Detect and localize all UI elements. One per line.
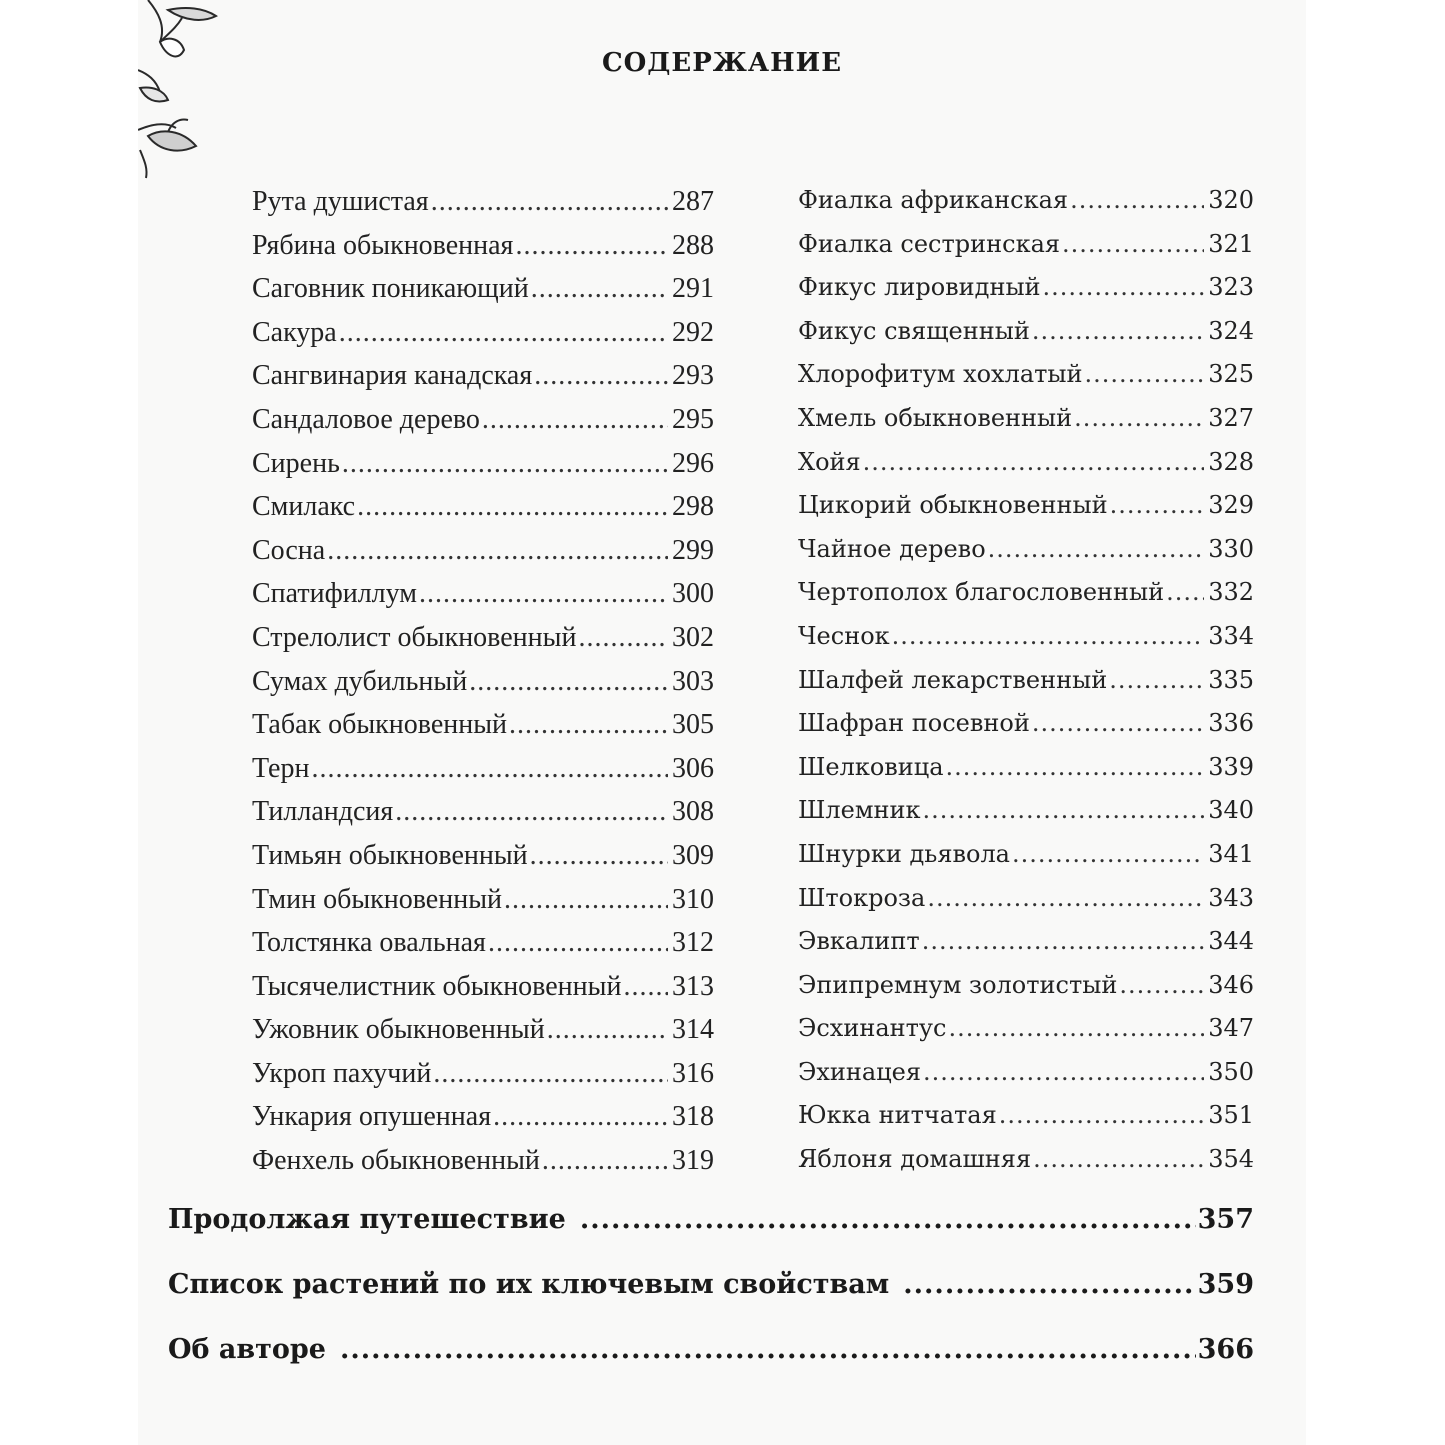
entry-name: Сумах дубильный xyxy=(252,665,468,697)
entry-name: Тысячелистник обыкновенный xyxy=(252,970,622,1002)
toc-left-column xyxy=(252,186,714,1189)
entry-name: Толстянка овальная xyxy=(252,927,486,959)
entry-page: 314 xyxy=(672,1014,714,1046)
entry-page: 339 xyxy=(1208,752,1254,781)
toc-entry[interactable] xyxy=(252,1145,714,1189)
dot-leader xyxy=(623,971,668,1003)
dot-leader xyxy=(580,1204,1196,1235)
toc-entry[interactable] xyxy=(252,404,714,448)
entry-page: 295 xyxy=(672,403,714,435)
entry-page: 310 xyxy=(672,883,714,915)
dot-leader xyxy=(1062,230,1204,258)
dot-leader xyxy=(1166,578,1204,606)
entry-page: 300 xyxy=(672,578,714,610)
toc-entry[interactable] xyxy=(798,622,1254,666)
entry-page: 335 xyxy=(1208,665,1254,694)
dot-leader xyxy=(1043,273,1205,301)
dot-leader xyxy=(578,622,668,654)
entry-name: Рябина обыкновенная xyxy=(252,229,514,261)
page-margin-edge xyxy=(1306,0,1445,1445)
entry-page: 319 xyxy=(672,1145,714,1177)
dot-leader xyxy=(923,1058,1204,1086)
entry-name: Шафран посевной xyxy=(798,709,1030,738)
dot-leader xyxy=(1032,709,1204,737)
book-page xyxy=(138,0,1306,1445)
entry-name: Сирень xyxy=(252,447,340,479)
toc-entry[interactable] xyxy=(252,753,714,797)
entry-page: 320 xyxy=(1208,186,1254,214)
toc-entry[interactable] xyxy=(798,273,1254,317)
dot-leader xyxy=(530,840,668,872)
entry-page: 324 xyxy=(1208,316,1254,345)
entry-page: 292 xyxy=(672,316,714,348)
dot-leader xyxy=(531,273,668,305)
dot-leader xyxy=(357,491,668,523)
entry-page: 328 xyxy=(1208,447,1254,476)
entry-page: 287 xyxy=(672,186,714,217)
entry-name: Чайное дерево xyxy=(798,534,986,563)
entry-name: Хойя xyxy=(798,447,861,476)
entry-page: 293 xyxy=(672,360,714,392)
entry-page: 343 xyxy=(1208,883,1254,912)
entry-page: 350 xyxy=(1208,1057,1254,1086)
section-page: 366 xyxy=(1197,1334,1254,1365)
entry-name: Эвкалипт xyxy=(798,927,920,956)
toc-entry[interactable] xyxy=(252,927,714,971)
page-title: СОДЕРЖАНИЕ xyxy=(601,48,843,78)
section-page: 359 xyxy=(1197,1269,1254,1300)
entry-name: Шнурки дьявола xyxy=(798,839,1010,868)
entry-name: Сосна xyxy=(252,534,326,566)
entry-name: Юкка нитчатая xyxy=(798,1101,997,1130)
toc-entry[interactable] xyxy=(798,535,1254,579)
floral-ornament-icon xyxy=(138,0,228,190)
toc-entry[interactable] xyxy=(798,186,1254,230)
toc-entry[interactable] xyxy=(798,666,1254,710)
entry-page: 291 xyxy=(672,273,714,305)
entry-name: Шлемник xyxy=(798,796,921,825)
dot-leader xyxy=(948,1014,1204,1042)
toc-entry[interactable] xyxy=(252,230,714,274)
entry-page: 308 xyxy=(672,796,714,828)
entry-page: 340 xyxy=(1208,796,1254,825)
entry-page: 313 xyxy=(672,970,714,1002)
entry-name: Терн xyxy=(252,752,310,784)
entry-name: Тилландсия xyxy=(252,796,394,828)
entry-name: Сандаловое дерево xyxy=(252,403,480,435)
entry-page: 299 xyxy=(672,534,714,566)
toc-entry[interactable] xyxy=(252,622,714,666)
toc-entry[interactable] xyxy=(252,317,714,361)
dot-leader xyxy=(419,578,668,610)
entry-name: Эхинацея xyxy=(798,1057,921,1086)
toc-entry[interactable] xyxy=(798,491,1254,535)
entry-page: 305 xyxy=(672,709,714,741)
toc-entry[interactable] xyxy=(252,273,714,317)
toc-entry[interactable] xyxy=(252,1101,714,1145)
dot-leader xyxy=(509,709,668,741)
dot-leader xyxy=(395,796,668,828)
entry-name: Тмин обыкновенный xyxy=(252,883,502,915)
toc-entry[interactable] xyxy=(798,927,1254,971)
toc-entry[interactable] xyxy=(798,404,1254,448)
entry-name: Сангвинария канадская xyxy=(252,360,533,392)
entry-name: Штокроза xyxy=(798,883,926,912)
entry-name: Укроп пахучий xyxy=(252,1057,432,1089)
section-name: Об авторе xyxy=(168,1334,326,1365)
toc-entry[interactable] xyxy=(798,1101,1254,1145)
toc-entry[interactable] xyxy=(252,1014,714,1058)
entry-name: Фенхель обыкновенный xyxy=(252,1145,540,1177)
toc-entry[interactable] xyxy=(252,709,714,753)
dot-leader xyxy=(433,1058,668,1090)
dot-leader xyxy=(327,535,668,567)
toc-entry[interactable] xyxy=(798,753,1254,797)
entry-page: 318 xyxy=(672,1101,714,1133)
toc-entry[interactable] xyxy=(252,666,714,710)
section-page: 357 xyxy=(1197,1204,1254,1235)
dot-leader xyxy=(431,186,668,218)
dot-leader xyxy=(903,1269,1195,1300)
entry-page: 302 xyxy=(672,621,714,653)
entry-name: Стрелолист обыкновенный xyxy=(252,621,577,653)
entry-name: Фиалка африканская xyxy=(798,186,1069,214)
entry-page: 334 xyxy=(1208,621,1254,650)
toc-entry[interactable] xyxy=(798,1014,1254,1058)
entry-page: 288 xyxy=(672,229,714,261)
entry-page: 325 xyxy=(1208,360,1254,389)
toc-entry[interactable] xyxy=(252,1058,714,1102)
toc-entry[interactable] xyxy=(798,230,1254,274)
dot-leader xyxy=(999,1101,1204,1129)
toc-section-entry[interactable] xyxy=(168,1269,1254,1334)
dot-leader xyxy=(1012,840,1204,868)
entry-page: 303 xyxy=(672,665,714,697)
toc-entry[interactable] xyxy=(798,448,1254,492)
entry-name: Эпипремнум золотистый xyxy=(798,970,1118,999)
entry-page: 344 xyxy=(1208,927,1254,956)
dot-leader xyxy=(1074,404,1204,432)
entry-name: Чертополох благословенный xyxy=(798,578,1165,607)
toc-entry[interactable] xyxy=(252,840,714,884)
dot-leader xyxy=(923,796,1205,824)
entry-page: 336 xyxy=(1208,709,1254,738)
entry-page: 341 xyxy=(1208,839,1254,868)
entry-name: Ункария опушенная xyxy=(252,1101,492,1133)
section-name: Список растений по их ключевым свойствам xyxy=(168,1269,890,1300)
entry-page: 327 xyxy=(1208,403,1254,432)
entry-name: Смилакс xyxy=(252,491,356,523)
dot-leader xyxy=(340,1334,1196,1365)
toc-entry[interactable] xyxy=(252,796,714,840)
entry-name: Чеснок xyxy=(798,621,890,650)
dot-leader xyxy=(988,535,1205,563)
entry-name: Спатифиллум xyxy=(252,578,418,610)
entry-page: 312 xyxy=(672,927,714,959)
toc-entry[interactable] xyxy=(252,186,714,230)
entry-name: Эсхинантус xyxy=(798,1014,947,1043)
dot-leader xyxy=(1119,971,1204,999)
dot-leader xyxy=(542,1145,668,1177)
dot-leader xyxy=(1109,666,1204,694)
dot-leader xyxy=(1032,317,1204,345)
entry-name: Тимьян обыкновенный xyxy=(252,839,528,871)
entry-page: 321 xyxy=(1208,229,1254,258)
dot-leader xyxy=(469,666,668,698)
dot-leader xyxy=(342,448,668,480)
entry-name: Ужовник обыкновенный xyxy=(252,1014,545,1046)
toc-entry[interactable] xyxy=(798,840,1254,884)
entry-name: Шалфей лекарственный xyxy=(798,665,1108,694)
entry-page: 316 xyxy=(672,1057,714,1089)
dot-leader xyxy=(863,448,1205,476)
dot-leader xyxy=(311,753,668,785)
entry-name: Хмель обыкновенный xyxy=(798,403,1073,432)
toc-entry[interactable] xyxy=(252,884,714,928)
entry-page: 309 xyxy=(672,839,714,871)
entry-page: 354 xyxy=(1208,1145,1254,1174)
entry-name: Яблоня домашняя xyxy=(798,1145,1032,1174)
entry-name: Хлорофитум хохлатый xyxy=(798,360,1083,389)
entry-name: Сакура xyxy=(252,316,337,348)
dot-leader xyxy=(547,1014,668,1046)
toc-entry[interactable] xyxy=(252,491,714,535)
dot-leader xyxy=(534,360,668,392)
toc-main-sections xyxy=(168,1204,1254,1399)
entry-name: Саговник поникающий xyxy=(252,273,529,305)
entry-page: 329 xyxy=(1208,491,1254,520)
toc-entry[interactable] xyxy=(798,578,1254,622)
section-name: Продолжая путешествие xyxy=(168,1204,566,1235)
dot-leader xyxy=(482,404,668,436)
toc-section-entry[interactable] xyxy=(168,1334,1254,1399)
toc-entry[interactable] xyxy=(252,535,714,579)
dot-leader xyxy=(515,230,668,262)
toc-entry[interactable] xyxy=(798,1145,1254,1189)
dot-leader xyxy=(339,317,668,349)
toc-entry[interactable] xyxy=(252,578,714,622)
toc-entry[interactable] xyxy=(798,360,1254,404)
dot-leader xyxy=(1033,1145,1204,1173)
entry-name: Фиалка сестринская xyxy=(798,229,1061,258)
toc-entry[interactable] xyxy=(252,448,714,492)
dot-leader xyxy=(504,884,668,916)
dot-leader xyxy=(922,927,1204,955)
entry-name: Рута душистая xyxy=(252,186,429,217)
toc-entry[interactable] xyxy=(798,796,1254,840)
entry-page: 332 xyxy=(1208,578,1254,607)
entry-page: 347 xyxy=(1208,1014,1254,1043)
toc-section-entry[interactable] xyxy=(168,1204,1254,1269)
toc-entry[interactable] xyxy=(798,317,1254,361)
toc-entry[interactable] xyxy=(798,1058,1254,1102)
entry-page: 298 xyxy=(672,491,714,523)
toc-right-column xyxy=(798,186,1254,1189)
entry-name: Фикус священный xyxy=(798,316,1030,345)
entry-page: 323 xyxy=(1208,273,1254,302)
toc-entry[interactable] xyxy=(798,971,1254,1015)
dot-leader xyxy=(1085,360,1205,388)
toc-entry[interactable] xyxy=(252,971,714,1015)
dot-leader xyxy=(927,884,1204,912)
toc-entry[interactable] xyxy=(798,884,1254,928)
entry-page: 346 xyxy=(1208,970,1254,999)
dot-leader xyxy=(892,622,1205,650)
entry-page: 296 xyxy=(672,447,714,479)
dot-leader xyxy=(1110,491,1205,519)
dot-leader xyxy=(488,927,668,959)
entry-page: 351 xyxy=(1208,1101,1254,1130)
entry-page: 306 xyxy=(672,752,714,784)
toc-entry[interactable] xyxy=(252,360,714,404)
entry-name: Шелковица xyxy=(798,752,944,781)
entry-name: Табак обыкновенный xyxy=(252,709,508,741)
dot-leader xyxy=(1070,186,1204,214)
dot-leader xyxy=(946,753,1205,781)
toc-entry[interactable] xyxy=(798,709,1254,753)
dot-leader xyxy=(493,1101,668,1133)
entry-name: Фикус лировидный xyxy=(798,273,1041,302)
entry-page: 330 xyxy=(1208,534,1254,563)
entry-name: Цикорий обыкновенный xyxy=(798,491,1108,520)
